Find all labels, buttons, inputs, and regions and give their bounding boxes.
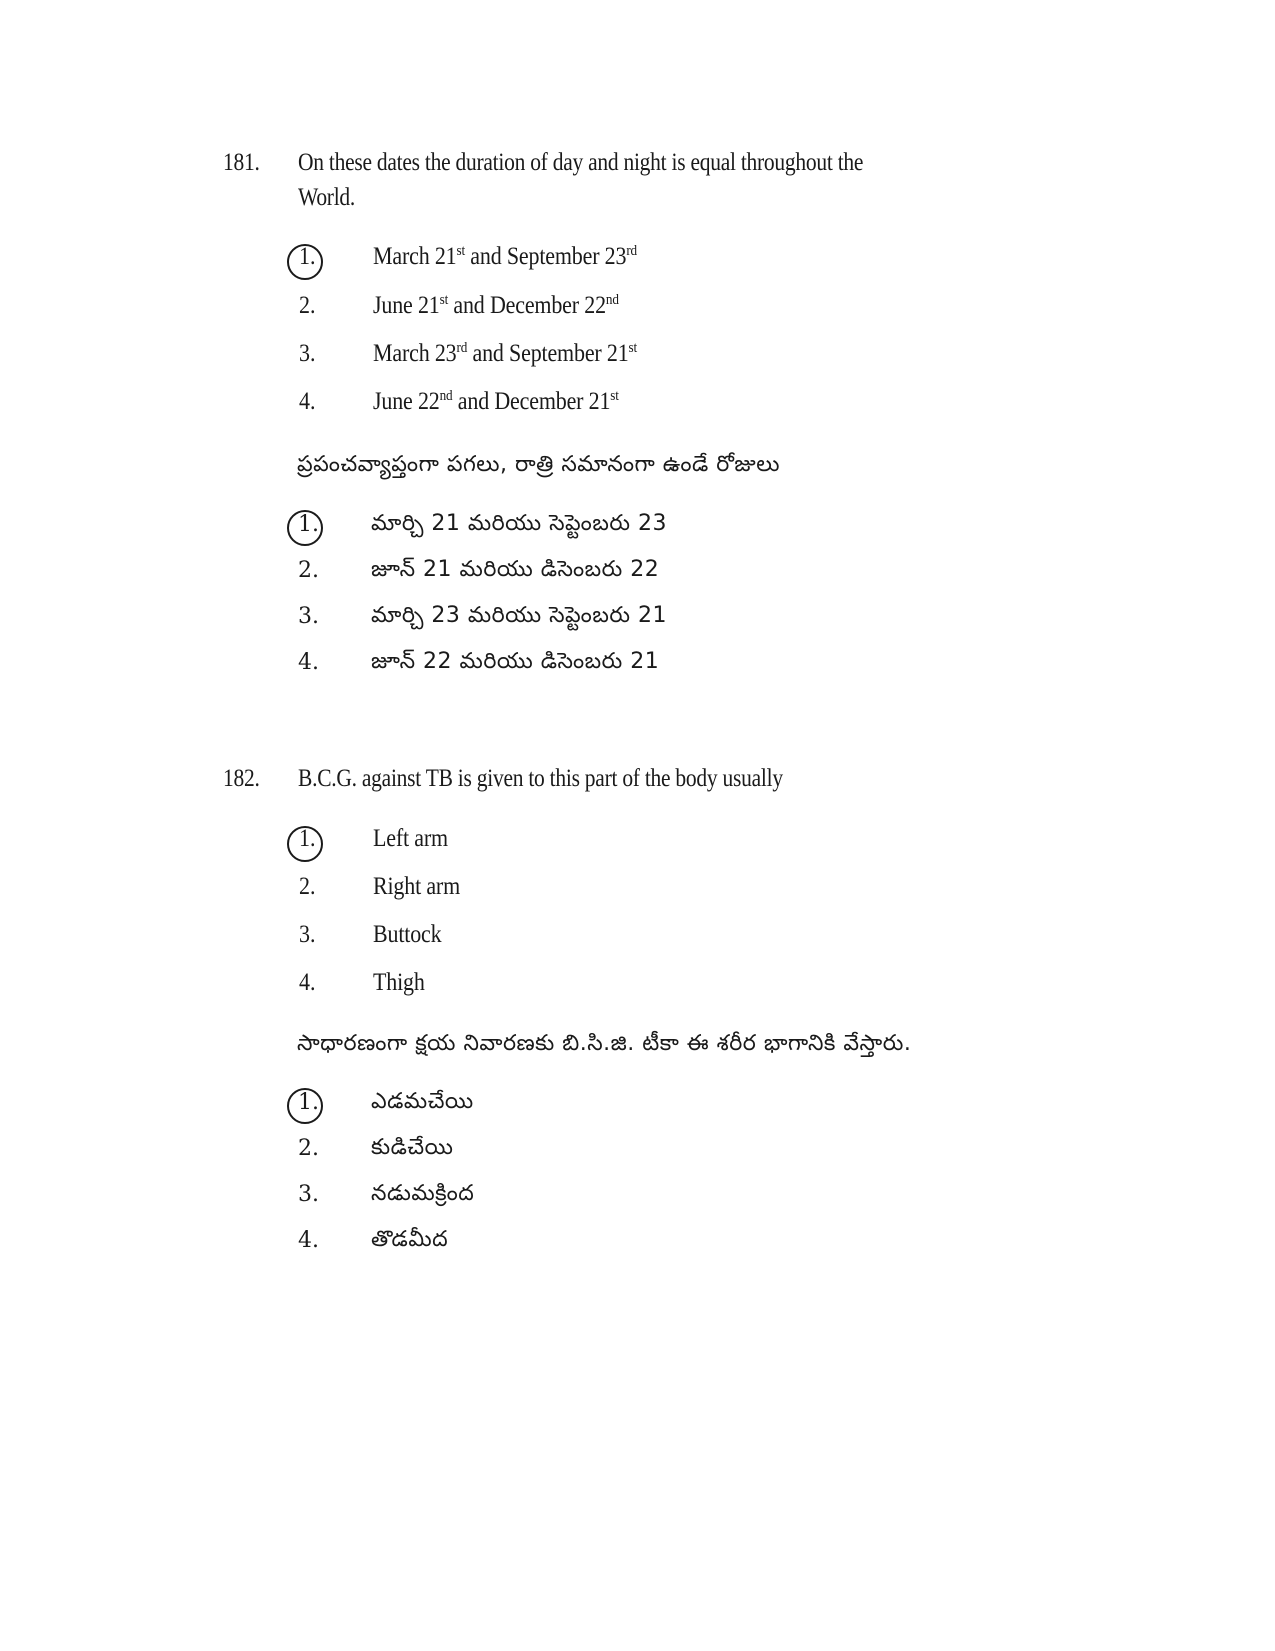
- option-text: ఎడమచేయి: [371, 1089, 474, 1114]
- option-number: 2.: [299, 873, 316, 900]
- option-text: తొడమీద: [371, 1227, 449, 1252]
- option-number: 1.: [299, 243, 316, 270]
- option-number: 1.: [298, 1090, 319, 1115]
- option-number: 3.: [298, 1182, 319, 1207]
- option-text: Right arm: [373, 873, 461, 900]
- option-text: మార్చి 21 మరియు సెప్టెంబరు 23: [371, 511, 667, 536]
- option-text: Left arm: [373, 825, 448, 852]
- question-text-line1: On these dates the duration of day and night is equal throughout the: [298, 149, 864, 176]
- question-number: 182.: [223, 765, 260, 792]
- option-text: March 23rd and September 21st: [373, 340, 637, 367]
- option-number: 3.: [299, 921, 316, 948]
- option-text: జూన్ 21 మరియు డిసెంబరు 22: [371, 557, 660, 582]
- option-number: 2.: [299, 292, 316, 319]
- option-number: 1.: [299, 825, 316, 852]
- question-text-telugu: ప్రపంచవ్యాప్తంగా పగలు, రాత్రి సమానంగా ఉండే రోజులు: [297, 452, 780, 477]
- option-text: జూన్ 22 మరియు డిసెంబరు 21: [371, 649, 660, 674]
- option-number: 4.: [298, 650, 319, 675]
- question-number: 181.: [223, 149, 260, 176]
- option-number: 4.: [299, 969, 316, 996]
- question-text-line1: B.C.G. against TB is given to this part of the body usually: [298, 765, 783, 792]
- option-text: March 21st and September 23rd: [373, 243, 637, 270]
- option-number: 2.: [298, 558, 319, 583]
- option-text: June 21st and December 22nd: [373, 292, 619, 319]
- option-text: మార్చి 23 మరియు సెప్టెంబరు 21: [371, 603, 667, 628]
- option-text: June 22nd and December 21st: [373, 388, 619, 415]
- option-number: 1.: [298, 512, 319, 537]
- option-number: 4.: [298, 1228, 319, 1253]
- question-text-telugu: సాధారణంగా క్షయ నివారణకు బి.సి.జి. టీకా ఈ శరీర భాగానికి వేస్తారు.: [297, 1031, 912, 1056]
- question-text-line2: World.: [298, 184, 356, 211]
- option-number: 4.: [299, 388, 316, 415]
- option-number: 3.: [299, 340, 316, 367]
- option-number: 2.: [298, 1136, 319, 1161]
- option-text: Buttock: [373, 921, 442, 948]
- option-text: కుడిచేయి: [371, 1135, 454, 1160]
- option-text: Thigh: [373, 969, 425, 996]
- option-text: నడుమక్రింద: [371, 1181, 475, 1206]
- option-number: 3.: [298, 604, 319, 629]
